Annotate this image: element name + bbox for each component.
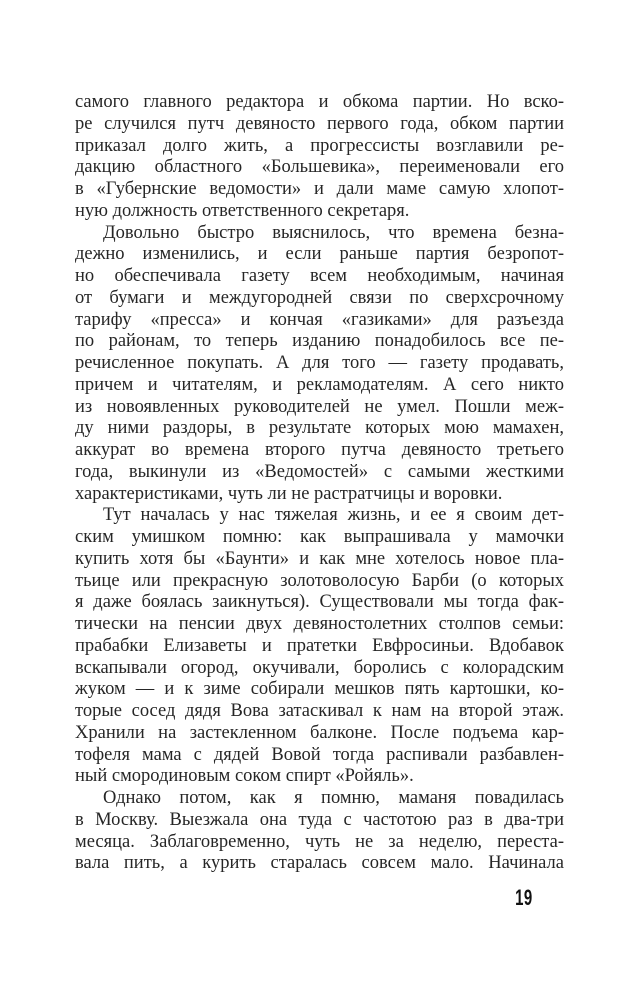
text-line: месяца. Заблаговременно, чуть не за неделю, переста- bbox=[75, 831, 564, 852]
text-line: жуком — и к зиме собирали мешков пять картошки, ко- bbox=[75, 679, 564, 700]
text-line: вскапывали огород, окучивали, боролись с колорадским bbox=[75, 657, 564, 678]
page-text bbox=[75, 92, 564, 875]
text-line: аккурат во времена второго путча девяносто третьего bbox=[75, 440, 564, 460]
text-line: вала пить, а курить старалась совсем мало. Начинала bbox=[75, 853, 564, 874]
text-line: но обеспечивала газету всем необходимым, начиная bbox=[75, 266, 564, 286]
page-number: 19 bbox=[514, 885, 532, 910]
text-line: по районам, то теперь изданию понадобилось все пе- bbox=[75, 331, 564, 352]
text-line: характеристиками, чуть ли не растратчицы и воровки. bbox=[75, 483, 503, 504]
text-line: ре случился путч девяносто первого года, обком партии bbox=[75, 113, 564, 134]
text-line: ским умишком помню: как выпрашивала у мамочки bbox=[75, 527, 564, 547]
text-line: приказал долго жить, а прогрессисты возглавили ре- bbox=[75, 135, 564, 156]
text-line: Довольно быстро выяснилось, что времена безна- bbox=[103, 222, 564, 243]
text-line: Хранили на застекленном балконе. После подъема кар- bbox=[75, 722, 564, 743]
text-line: тически на пенсии двух девяностолетних столпов семьи: bbox=[75, 614, 564, 634]
text-line: от бумаги и междугородней связи по сверхсрочному bbox=[75, 287, 564, 308]
text-line: из новоявленных руководителей не умел. Пошли меж- bbox=[75, 396, 564, 417]
text-line: Однако потом, как я помню, маманя повадилась bbox=[103, 788, 564, 808]
text-line: речисленное покупать. А для того — газету продавать, bbox=[75, 353, 564, 373]
text-line: ный смородиновым соком спирт «Ройяль». bbox=[75, 766, 414, 787]
text-line: дежно изменились, и если раньше партия безропот- bbox=[75, 244, 564, 265]
text-line: ную должность ответственного секретаря. bbox=[75, 200, 410, 221]
text-line: года, выкинули из «Ведомостей» с самыми жесткими bbox=[75, 461, 564, 482]
text-line: купить хотя бы «Баунти» и как мне хотелось новое пла- bbox=[75, 548, 564, 569]
text-line: в «Губернские ведомости» и дали маме самую хлопот- bbox=[75, 179, 564, 199]
text-line: тофеля мама с дядей Вовой тогда распивали разбавлен- bbox=[75, 744, 564, 765]
text-line: тарифу «пресса» и кончая «газиками» для разъезда bbox=[75, 309, 564, 330]
text-line: я даже боялась заикнуться). Существовали мы тогда фак- bbox=[75, 592, 564, 613]
text-line: Тут началась у нас тяжелая жизнь, и ее я своим дет- bbox=[103, 505, 564, 526]
text-line: причем и читателям, и рекламодателям. А сего никто bbox=[75, 374, 564, 395]
text-line: дакцию областного «Большевика», переименовали его bbox=[75, 157, 564, 178]
text-line: тьице или прекрасную золотоволосую Барби (о которых bbox=[75, 570, 564, 591]
text-line: в Москву. Выезжала она туда с частотою раз в два-три bbox=[75, 809, 564, 830]
text-line: торые сосед дядя Вова затаскивал к нам на второй этаж. bbox=[75, 701, 564, 721]
text-line: самого главного редактора и обкома партии. Но вско- bbox=[75, 92, 564, 112]
text-line: прабабки Елизаветы и пратетки Евфросиньи. Вдобавок bbox=[75, 635, 564, 656]
text-line: ду ними раздоры, в результате которых мою мамахен, bbox=[75, 418, 564, 439]
